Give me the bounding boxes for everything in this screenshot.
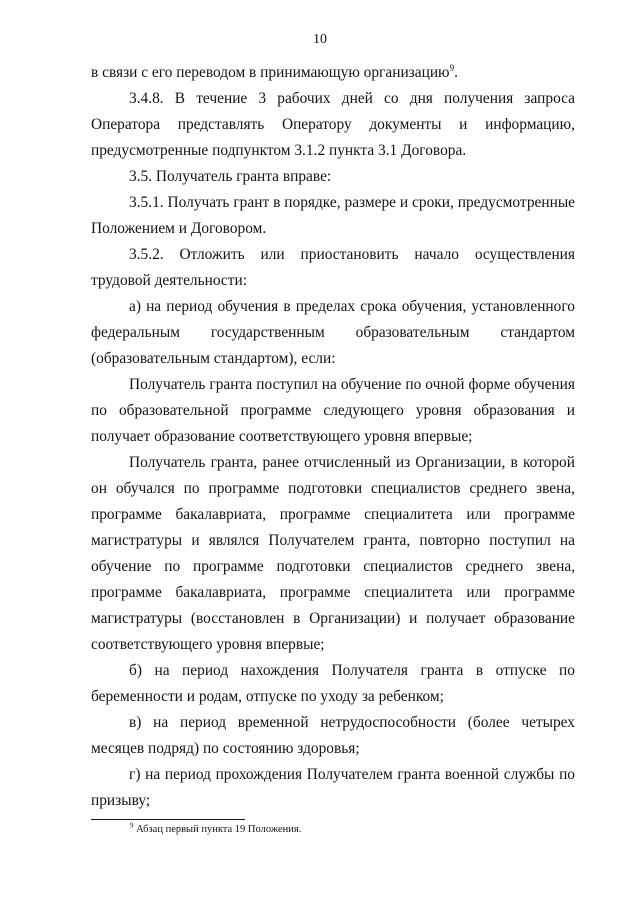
footnote-marker: 9 — [130, 821, 134, 830]
paragraph-3-4-8: 3.4.8. В течение 3 рабочих дней со дня получения запроса Оператора представлять Оператору документы и информацию, предусмотренные подпунктом 3.1.2 пункта 3.1 Договора. — [91, 90, 575, 159]
footnote-text: Абзац первый пункта 19 Положения. — [133, 824, 302, 835]
footnote-reference: 9 — [449, 62, 455, 73]
paragraph-item-a: а) на период обучения в пределах срока обучения, установленного федеральным государственным образовательным стандартом (образовательным стандартом), если: — [91, 298, 575, 367]
body-text — [91, 60, 575, 814]
paragraph-condition-2: Получатель гранта, ранее отчисленный из Организации, в которой он обучался по программе подготовки специалистов среднего звена, программе бакалавриата, программе специалитета или программе магистратуры и являлся Получателем гранта, повторно поступил на обучение по программе подготовки специалистов среднего звена, программе бакалавриата, программе специалитета или программе магистратуры (восстановлен в Организации) и получает образование соответствующего уровня впервые; — [91, 454, 575, 653]
paragraph-continuation: в связи с его переводом в принимающую организацию$^9$. — [91, 62, 458, 81]
footnote-divider — [91, 819, 245, 820]
paragraph-item-g: г) на период прохождения Получателем гранта военной службы по призыву; — [91, 766, 575, 809]
paragraph-condition-1: Получатель гранта поступил на обучение по очной форме обучения по образовательной программе следующего уровня образования и получает образование соответствующего уровня впервые; — [91, 376, 575, 445]
page-number: 10 — [313, 32, 327, 47]
paragraph-item-b: б) на период нахождения Получателя гранта в отпуске по беременности и родам, отпуске по уходу за ребенком; — [91, 662, 575, 705]
paragraph-3-5-2: 3.5.2. Отложить или приостановить начало осуществления трудовой деятельности: — [91, 246, 575, 289]
paragraph-3-5-1: 3.5.1. Получать грант в порядке, размере и сроки, предусмотренные Положением и Договором. — [91, 194, 575, 237]
paragraph-item-v: в) на период временной нетрудоспособности (более четырех месяцев подряд) по состоянию здоровья; — [91, 714, 575, 757]
footnote — [130, 823, 301, 837]
paragraph-3-5: 3.5. Получатель гранта вправе: — [129, 168, 332, 185]
